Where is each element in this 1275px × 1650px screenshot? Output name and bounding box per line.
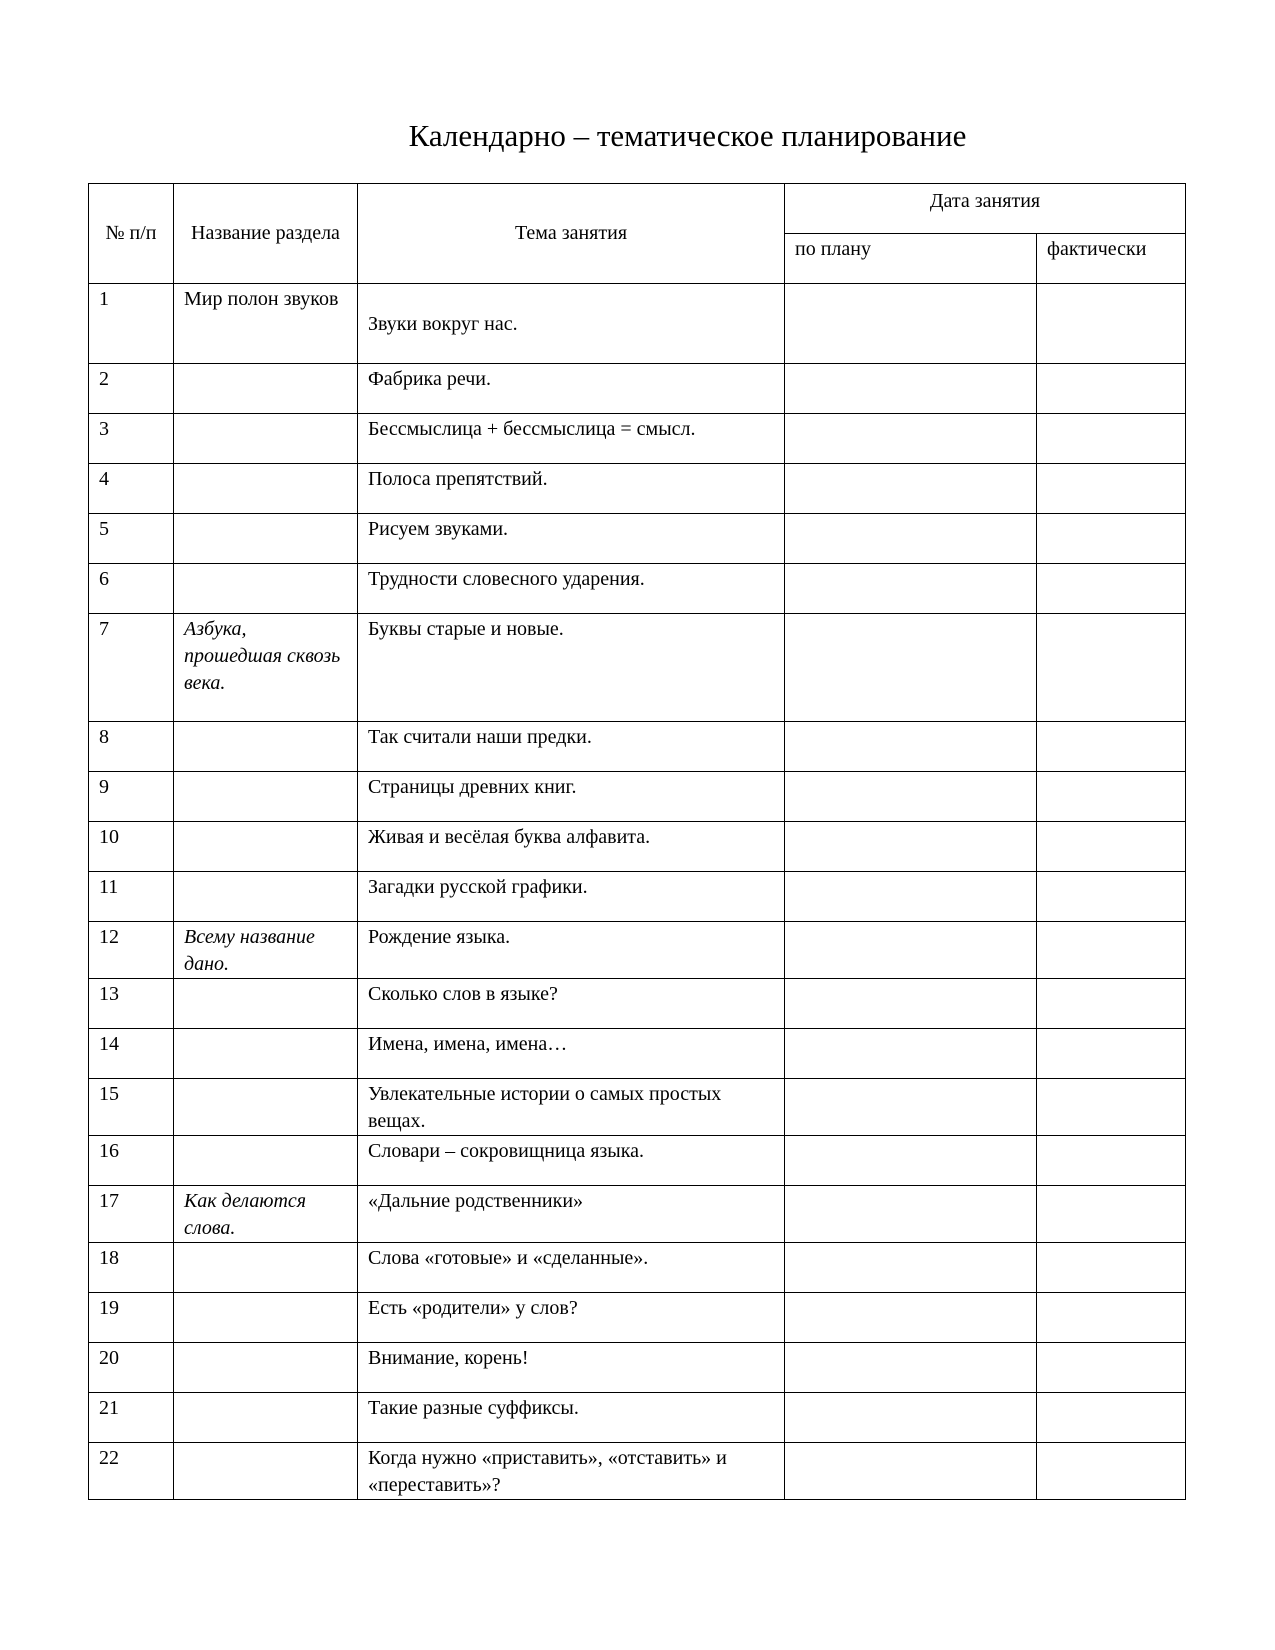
header-date: Дата занятия bbox=[785, 184, 1186, 234]
row-section bbox=[174, 1293, 358, 1343]
row-date-plan bbox=[785, 1136, 1037, 1186]
header-plan: по плану bbox=[785, 234, 1037, 284]
row-topic: Рождение языка. bbox=[358, 922, 785, 979]
row-date-fact bbox=[1037, 1343, 1186, 1393]
row-section bbox=[174, 514, 358, 564]
row-date-plan bbox=[785, 1393, 1037, 1443]
row-section bbox=[174, 364, 358, 414]
row-number: 10 bbox=[89, 822, 174, 872]
row-date-fact bbox=[1037, 364, 1186, 414]
row-date-fact bbox=[1037, 1393, 1186, 1443]
row-date-plan bbox=[785, 922, 1037, 979]
row-topic: Страницы древних книг. bbox=[358, 772, 785, 822]
table-row bbox=[89, 772, 1186, 822]
table-row bbox=[89, 1029, 1186, 1079]
row-date-fact bbox=[1037, 414, 1186, 464]
row-date-fact bbox=[1037, 922, 1186, 979]
table-row bbox=[89, 364, 1186, 414]
row-section bbox=[174, 1243, 358, 1293]
row-topic: Буквы старые и новые. bbox=[358, 614, 785, 722]
row-section: Всему название дано. bbox=[174, 922, 358, 979]
row-date-fact bbox=[1037, 722, 1186, 772]
row-date-fact bbox=[1037, 772, 1186, 822]
table-row bbox=[89, 1186, 1186, 1243]
table-row bbox=[89, 872, 1186, 922]
row-date-plan bbox=[785, 414, 1037, 464]
row-number: 5 bbox=[89, 514, 174, 564]
row-topic: Увлекательные истории о самых простых вещах. bbox=[358, 1079, 785, 1136]
row-section: Мир полон звуков bbox=[174, 284, 358, 364]
row-number: 22 bbox=[89, 1443, 174, 1500]
row-number: 20 bbox=[89, 1343, 174, 1393]
row-number: 19 bbox=[89, 1293, 174, 1343]
row-date-plan bbox=[785, 1029, 1037, 1079]
row-number: 9 bbox=[89, 772, 174, 822]
row-date-plan bbox=[785, 872, 1037, 922]
table-row bbox=[89, 722, 1186, 772]
table-row bbox=[89, 979, 1186, 1029]
row-topic: Загадки русской графики. bbox=[358, 872, 785, 922]
row-date-fact bbox=[1037, 1186, 1186, 1243]
row-section: Азбука, прошедшая сквозь века. bbox=[174, 614, 358, 722]
row-number: 13 bbox=[89, 979, 174, 1029]
row-date-plan bbox=[785, 1343, 1037, 1393]
row-section bbox=[174, 1079, 358, 1136]
row-section bbox=[174, 1343, 358, 1393]
table-row bbox=[89, 1079, 1186, 1136]
row-number: 15 bbox=[89, 1079, 174, 1136]
row-date-plan bbox=[785, 979, 1037, 1029]
table-row bbox=[89, 514, 1186, 564]
row-date-plan bbox=[785, 564, 1037, 614]
row-number: 18 bbox=[89, 1243, 174, 1293]
row-number: 6 bbox=[89, 564, 174, 614]
row-date-fact bbox=[1037, 1079, 1186, 1136]
row-section: Как делаются слова. bbox=[174, 1186, 358, 1243]
row-number: 2 bbox=[89, 364, 174, 414]
page-title: Календарно – тематическое планирование bbox=[408, 118, 967, 153]
row-number: 14 bbox=[89, 1029, 174, 1079]
row-date-fact bbox=[1037, 514, 1186, 564]
row-date-fact bbox=[1037, 1136, 1186, 1186]
table-row bbox=[89, 922, 1186, 979]
row-date-fact bbox=[1037, 1029, 1186, 1079]
table-row bbox=[89, 822, 1186, 872]
row-date-plan bbox=[785, 1186, 1037, 1243]
header-section: Название раздела bbox=[174, 184, 358, 284]
row-section bbox=[174, 414, 358, 464]
table-row bbox=[89, 284, 1186, 364]
header-row-top bbox=[89, 184, 1186, 234]
row-section bbox=[174, 464, 358, 514]
row-number: 21 bbox=[89, 1393, 174, 1443]
row-section bbox=[174, 772, 358, 822]
row-topic: «Дальние родственники» bbox=[358, 1186, 785, 1243]
row-number: 17 bbox=[89, 1186, 174, 1243]
row-date-plan bbox=[785, 722, 1037, 772]
row-number: 12 bbox=[89, 922, 174, 979]
row-date-fact bbox=[1037, 1443, 1186, 1500]
row-topic: Есть «родители» у слов? bbox=[358, 1293, 785, 1343]
row-number: 8 bbox=[89, 722, 174, 772]
table-row bbox=[89, 414, 1186, 464]
planning-table bbox=[88, 183, 1186, 1500]
row-date-plan bbox=[785, 1443, 1037, 1500]
row-number: 1 bbox=[89, 284, 174, 364]
row-number: 16 bbox=[89, 1136, 174, 1186]
table-row bbox=[89, 1293, 1186, 1343]
table-row bbox=[89, 1443, 1186, 1500]
row-date-plan bbox=[785, 284, 1037, 364]
row-date-fact bbox=[1037, 564, 1186, 614]
row-date-fact bbox=[1037, 1293, 1186, 1343]
row-topic: Рисуем звуками. bbox=[358, 514, 785, 564]
table-row bbox=[89, 1393, 1186, 1443]
table-row bbox=[89, 1243, 1186, 1293]
row-topic: Внимание, корень! bbox=[358, 1343, 785, 1393]
row-topic: Слова «готовые» и «сделанные». bbox=[358, 1243, 785, 1293]
row-topic: Такие разные суффиксы. bbox=[358, 1393, 785, 1443]
row-topic: Трудности словесного ударения. bbox=[358, 564, 785, 614]
row-topic: Имена, имена, имена… bbox=[358, 1029, 785, 1079]
row-topic: Словари – сокровищница языка. bbox=[358, 1136, 785, 1186]
row-number: 7 bbox=[89, 614, 174, 722]
row-section bbox=[174, 872, 358, 922]
row-section bbox=[174, 979, 358, 1029]
row-date-plan bbox=[785, 1243, 1037, 1293]
row-topic: Когда нужно «приставить», «отставить» и «переставить»? bbox=[358, 1443, 785, 1500]
row-date-fact bbox=[1037, 979, 1186, 1029]
row-date-plan bbox=[785, 514, 1037, 564]
row-date-fact bbox=[1037, 872, 1186, 922]
row-section bbox=[174, 722, 358, 772]
row-topic: Так считали наши предки. bbox=[358, 722, 785, 772]
row-section bbox=[174, 822, 358, 872]
row-number: 3 bbox=[89, 414, 174, 464]
row-section bbox=[174, 1393, 358, 1443]
row-date-fact bbox=[1037, 614, 1186, 722]
row-date-fact bbox=[1037, 464, 1186, 514]
row-date-fact bbox=[1037, 822, 1186, 872]
row-date-fact bbox=[1037, 1243, 1186, 1293]
header-topic: Тема занятия bbox=[358, 184, 785, 284]
header-fact: фактически bbox=[1037, 234, 1186, 284]
row-date-plan bbox=[785, 1293, 1037, 1343]
row-date-plan bbox=[785, 464, 1037, 514]
row-topic: Полоса препятствий. bbox=[358, 464, 785, 514]
table-row bbox=[89, 464, 1186, 514]
table-row bbox=[89, 564, 1186, 614]
row-date-plan bbox=[785, 1079, 1037, 1136]
row-topic: Звуки вокруг нас. bbox=[358, 284, 785, 364]
row-section bbox=[174, 1029, 358, 1079]
row-section bbox=[174, 1136, 358, 1186]
row-number: 11 bbox=[89, 872, 174, 922]
row-date-plan bbox=[785, 772, 1037, 822]
row-topic: Живая и весёлая буква алфавита. bbox=[358, 822, 785, 872]
table-row bbox=[89, 614, 1186, 722]
row-topic: Сколько слов в языке? bbox=[358, 979, 785, 1029]
table-body bbox=[89, 284, 1186, 1500]
row-number: 4 bbox=[89, 464, 174, 514]
row-topic: Фабрика речи. bbox=[358, 364, 785, 414]
row-date-plan bbox=[785, 614, 1037, 722]
row-date-plan bbox=[785, 364, 1037, 414]
table-row bbox=[89, 1343, 1186, 1393]
row-date-fact bbox=[1037, 284, 1186, 364]
table-row bbox=[89, 1136, 1186, 1186]
row-date-plan bbox=[785, 822, 1037, 872]
row-section bbox=[174, 1443, 358, 1500]
header-num: № п/п bbox=[89, 184, 174, 284]
row-section bbox=[174, 564, 358, 614]
row-topic: Бессмыслица + бессмыслица = смысл. bbox=[358, 414, 785, 464]
